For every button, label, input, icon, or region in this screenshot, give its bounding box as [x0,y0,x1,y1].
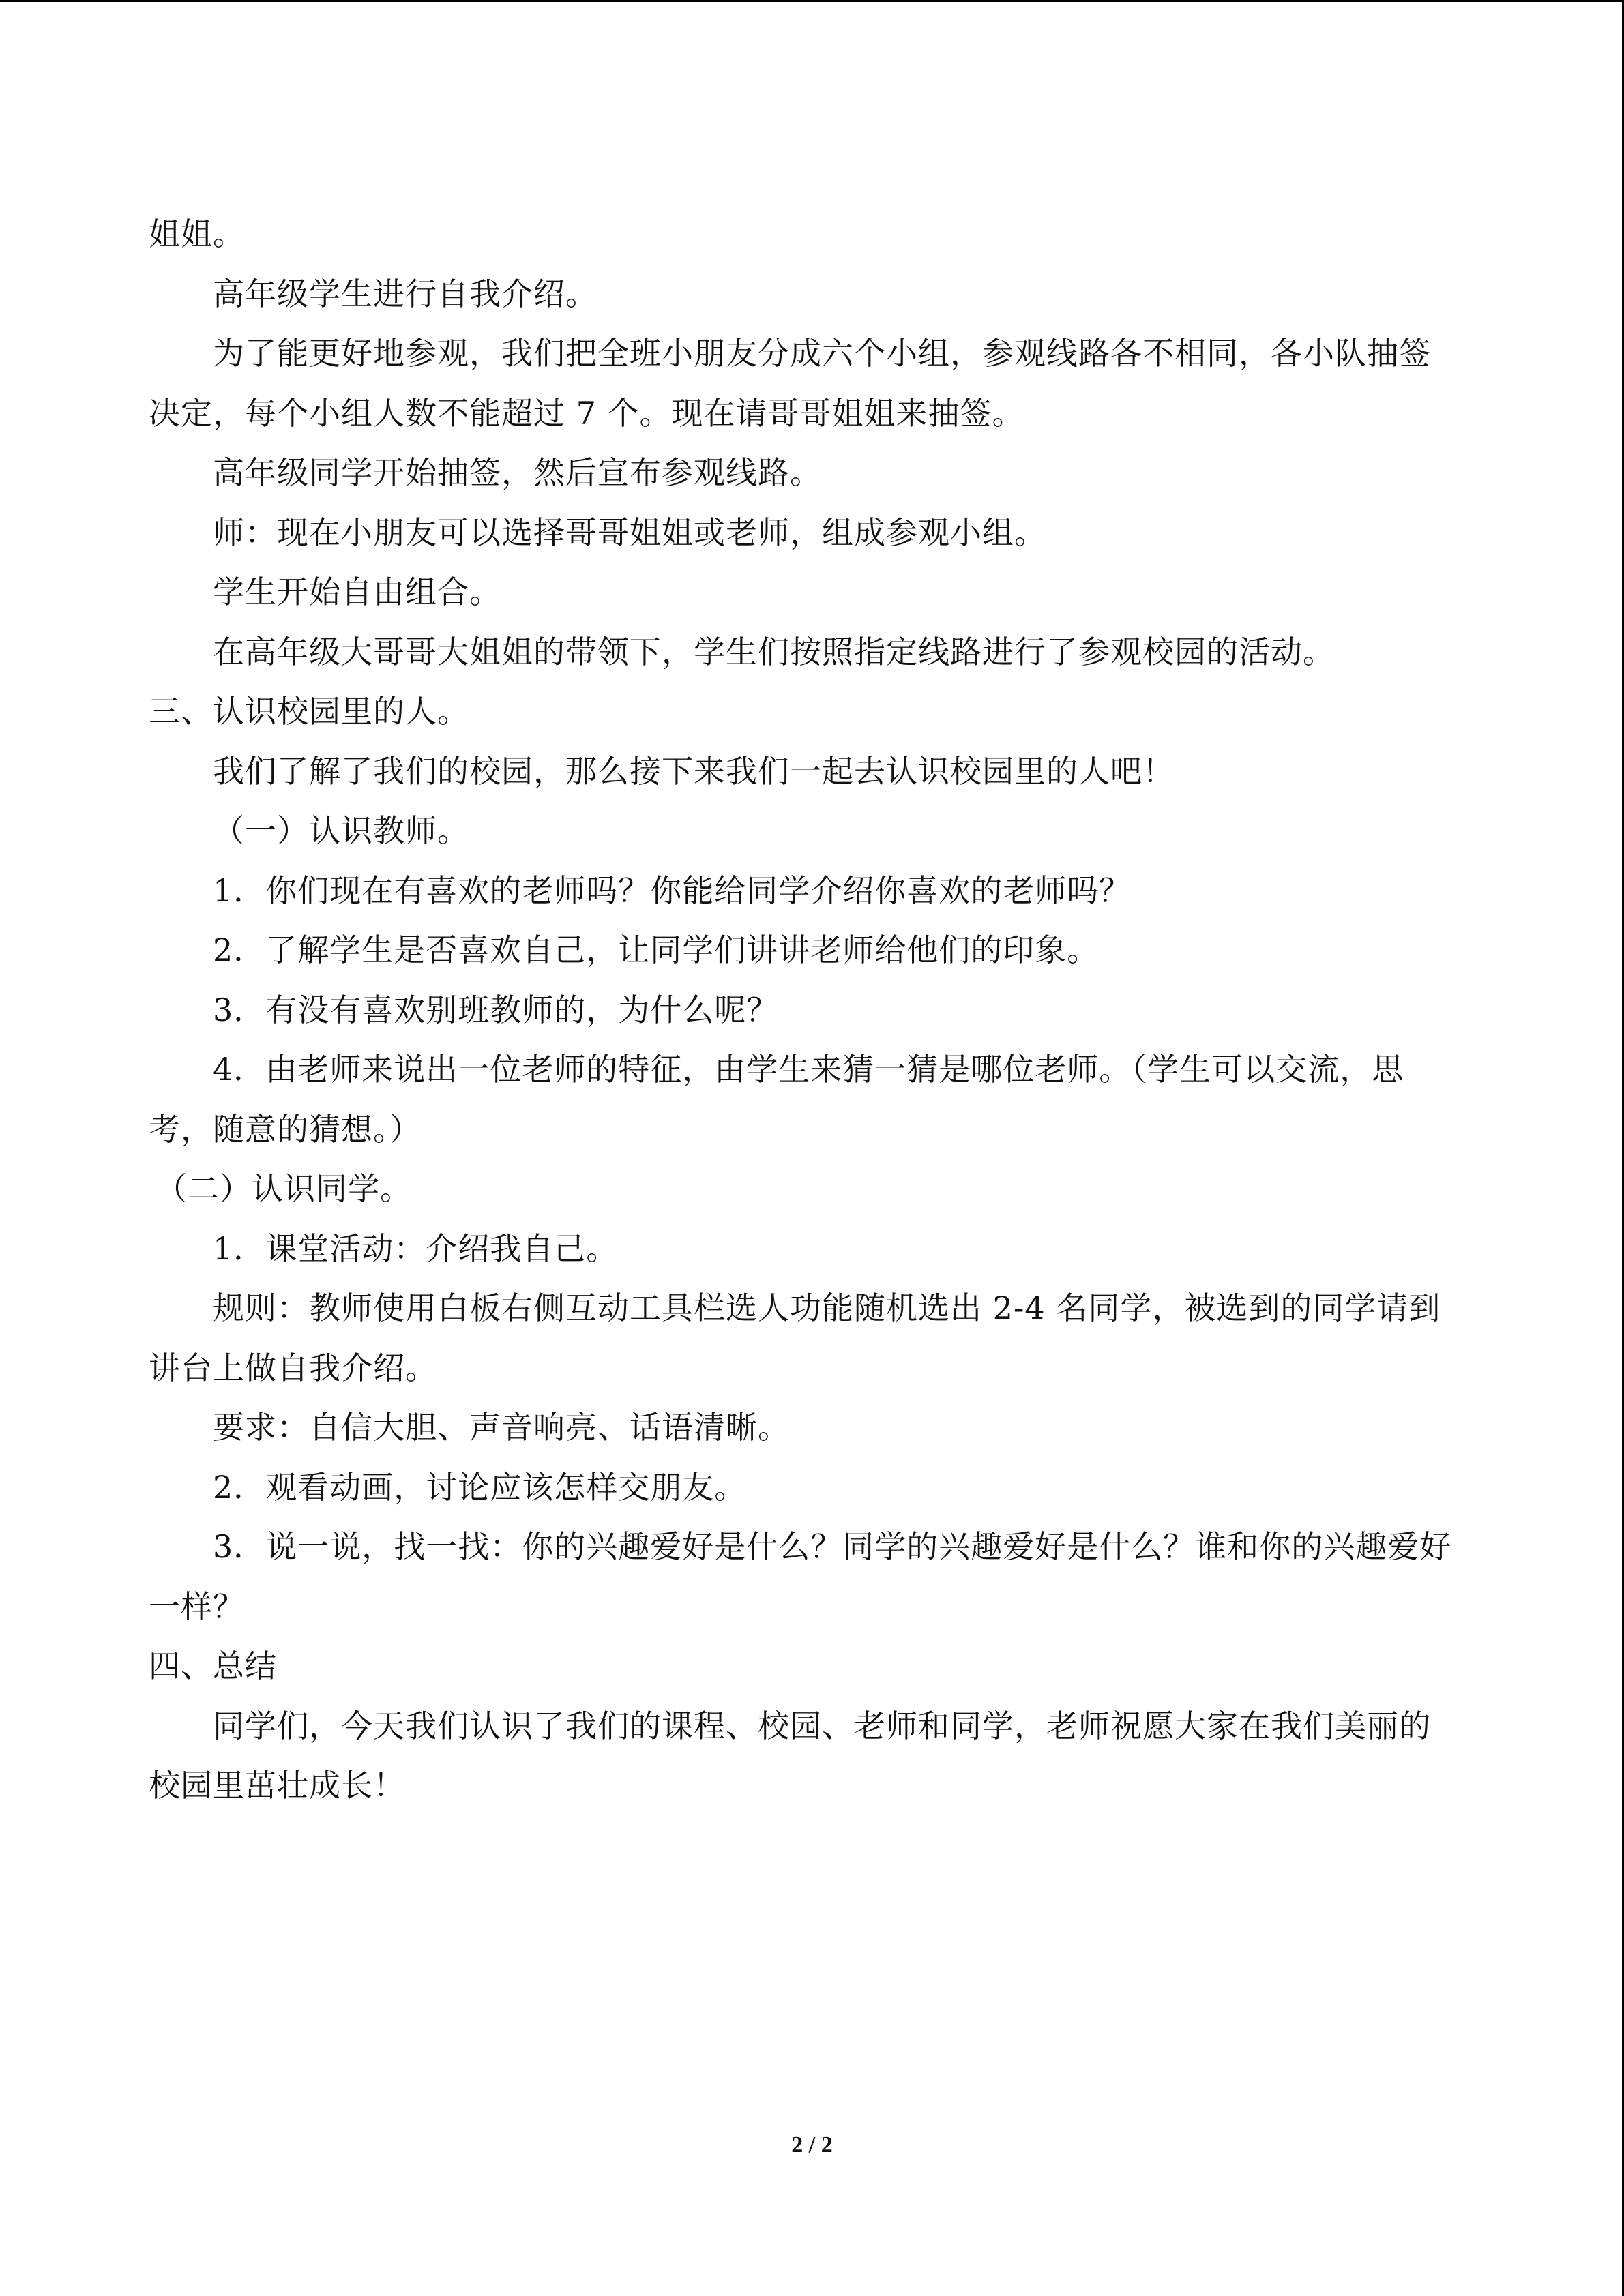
top-border [0,0,1624,2]
section-heading: 四、总结 [149,1648,277,1684]
text-line: 讲台上做自我介绍。 [149,1349,437,1386]
section-heading: 三、认识校园里的人。 [149,693,469,730]
list-item: 3．说一说，找一找：你的兴趣爱好是什么？同学的兴趣爱好是什么？谁和你的兴趣爱好 [213,1528,1452,1565]
text-line: 高年级学生进行自我介绍。 [213,275,597,312]
text-line: 在高年级大哥哥大姐姐的带领下，学生们按照指定线路进行了参观校园的活动。 [213,633,1335,670]
subsection-heading: （一）认识教师。 [213,812,469,849]
text-line: 高年级同学开始抽签，然后宣布参观线路。 [213,454,822,491]
text-line: 学生开始自由组合。 [213,573,501,610]
text-line: 为了能更好地参观，我们把全班小朋友分成六个小组，参观线路各不相同，各小队抽签 [213,335,1431,372]
list-item: 1．课堂活动：介绍我自己。 [213,1229,619,1267]
document-body [149,205,1479,1816]
subsection-heading: （二）认识同学。 [156,1170,412,1207]
text-line: 决定，每个小组人数不能超过 7 个。现在请哥哥姐姐来抽签。 [149,394,1024,432]
page-number: 2 / 2 [791,2132,833,2158]
text-line: 我们了解了我们的校园，那么接下来我们一起去认识校园里的人吧！ [213,752,1175,790]
text-line: 一样？ [149,1587,245,1625]
text-line: 要求：自信大胆、声音响亮、话语清晰。 [213,1409,790,1446]
list-item: 3．有没有喜欢别班教师的，为什么呢？ [213,991,779,1028]
list-item: 2．观看动画，讨论应该怎样交朋友。 [213,1468,747,1506]
list-item: 1．你们现在有喜欢的老师吗？你能给同学介绍你喜欢的老师吗？ [213,871,1132,909]
text-line: 同学们，今天我们认识了我们的课程、校园、老师和同学，老师祝愿大家在我们美丽的 [213,1707,1431,1744]
text-line: 考，随意的猜想。） [149,1110,422,1148]
list-item: 2．了解学生是否喜欢自己，让同学们讲讲老师给他们的印象。 [213,931,1099,968]
text-line: 校园里茁壮成长！ [149,1767,405,1804]
text-line: 师：现在小朋友可以选择哥哥姐姐或老师，组成参观小组。 [213,513,1046,551]
list-item: 4．由老师来说出一位老师的特征，由学生来猜一猜是哪位老师。（学生可以交流，思 [213,1051,1404,1088]
text-line: 姐姐。 [149,215,245,252]
text-line: 规则：教师使用白板右侧互动工具栏选人功能随机选出 2-4 名同学，被选到的同学请到 [213,1289,1441,1326]
